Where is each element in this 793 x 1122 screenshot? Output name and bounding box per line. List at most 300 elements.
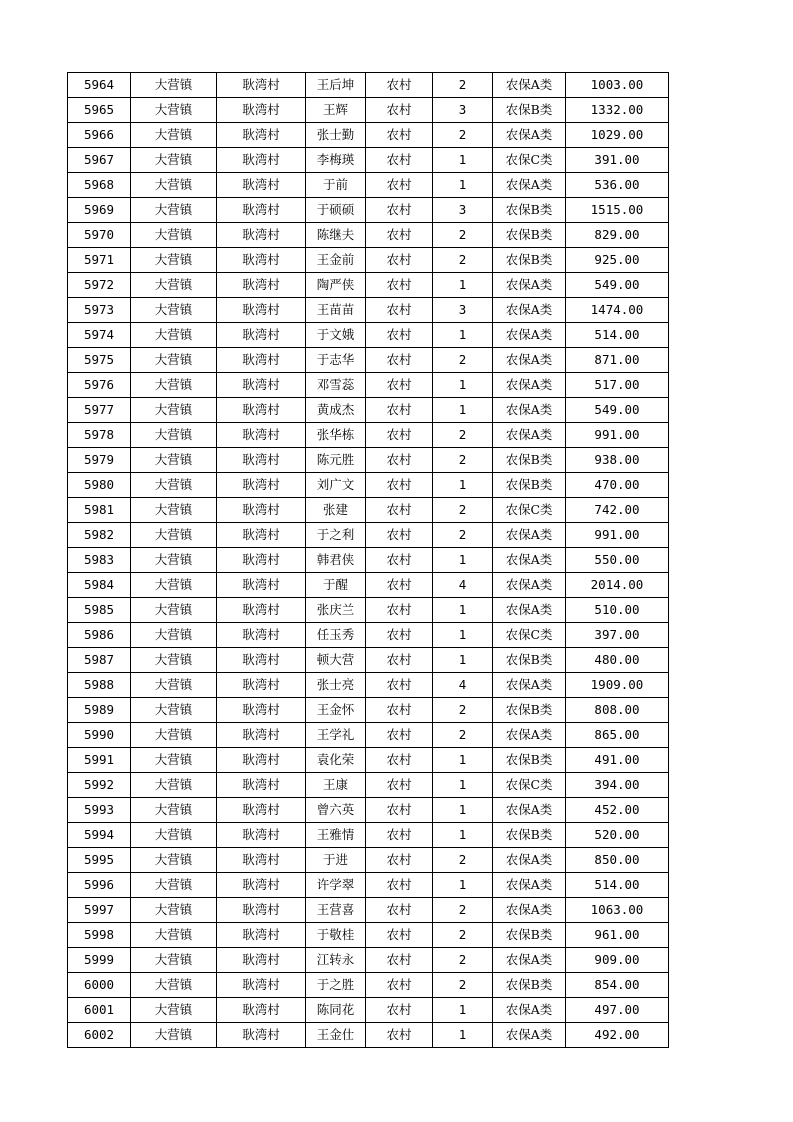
cell-amount: 514.00 [566, 873, 669, 898]
cell-name: 王苗苗 [306, 298, 366, 323]
cell-category: 农保B类 [493, 973, 566, 998]
table-row [68, 648, 669, 673]
cell-count: 1 [433, 748, 493, 773]
cell-id: 5982 [68, 523, 131, 548]
cell-count: 2 [433, 123, 493, 148]
cell-name: 韩君侠 [306, 548, 366, 573]
cell-village: 耿湾村 [217, 623, 306, 648]
cell-id: 5966 [68, 123, 131, 148]
cell-amount: 742.00 [566, 498, 669, 523]
cell-category: 农保A类 [493, 948, 566, 973]
cell-amount: 480.00 [566, 648, 669, 673]
cell-id: 5987 [68, 648, 131, 673]
cell-category: 农保C类 [493, 148, 566, 173]
cell-town: 大营镇 [131, 723, 217, 748]
cell-area: 农村 [366, 98, 433, 123]
cell-town: 大营镇 [131, 748, 217, 773]
cell-town: 大营镇 [131, 623, 217, 648]
cell-category: 农保B类 [493, 823, 566, 848]
cell-area: 农村 [366, 948, 433, 973]
cell-count: 2 [433, 698, 493, 723]
cell-area: 农村 [366, 748, 433, 773]
cell-name: 于志华 [306, 348, 366, 373]
table-row [68, 973, 669, 998]
cell-name: 于文娥 [306, 323, 366, 348]
table-row [68, 773, 669, 798]
cell-id: 5991 [68, 748, 131, 773]
cell-count: 1 [433, 823, 493, 848]
cell-town: 大营镇 [131, 573, 217, 598]
table-row [68, 398, 669, 423]
cell-area: 农村 [366, 623, 433, 648]
cell-count: 3 [433, 298, 493, 323]
cell-amount: 517.00 [566, 373, 669, 398]
cell-amount: 854.00 [566, 973, 669, 998]
cell-name: 于醒 [306, 573, 366, 598]
cell-category: 农保A类 [493, 723, 566, 748]
cell-id: 5999 [68, 948, 131, 973]
cell-id: 5990 [68, 723, 131, 748]
cell-count: 1 [433, 648, 493, 673]
cell-area: 农村 [366, 273, 433, 298]
cell-village: 耿湾村 [217, 198, 306, 223]
cell-area: 农村 [366, 248, 433, 273]
cell-count: 2 [433, 223, 493, 248]
cell-id: 5971 [68, 248, 131, 273]
cell-amount: 961.00 [566, 923, 669, 948]
cell-id: 5979 [68, 448, 131, 473]
cell-town: 大营镇 [131, 673, 217, 698]
data-table [67, 72, 669, 1048]
cell-id: 5998 [68, 923, 131, 948]
cell-town: 大营镇 [131, 523, 217, 548]
cell-area: 农村 [366, 648, 433, 673]
cell-count: 4 [433, 673, 493, 698]
cell-village: 耿湾村 [217, 898, 306, 923]
cell-amount: 1063.00 [566, 898, 669, 923]
cell-town: 大营镇 [131, 873, 217, 898]
cell-area: 农村 [366, 723, 433, 748]
cell-count: 1 [433, 1023, 493, 1048]
cell-name: 王营喜 [306, 898, 366, 923]
cell-amount: 391.00 [566, 148, 669, 173]
cell-village: 耿湾村 [217, 598, 306, 623]
cell-category: 农保A类 [493, 373, 566, 398]
table-row [68, 898, 669, 923]
cell-town: 大营镇 [131, 848, 217, 873]
cell-amount: 1003.00 [566, 73, 669, 98]
table-row [68, 498, 669, 523]
cell-id: 5981 [68, 498, 131, 523]
cell-count: 1 [433, 473, 493, 498]
cell-name: 于硕硕 [306, 198, 366, 223]
cell-id: 5975 [68, 348, 131, 373]
cell-name: 王金前 [306, 248, 366, 273]
cell-village: 耿湾村 [217, 798, 306, 823]
cell-town: 大营镇 [131, 248, 217, 273]
cell-count: 3 [433, 98, 493, 123]
cell-name: 张庆兰 [306, 598, 366, 623]
cell-id: 5980 [68, 473, 131, 498]
cell-amount: 549.00 [566, 398, 669, 423]
cell-id: 5977 [68, 398, 131, 423]
table-row [68, 748, 669, 773]
table-row [68, 148, 669, 173]
cell-amount: 829.00 [566, 223, 669, 248]
cell-amount: 536.00 [566, 173, 669, 198]
table-row [68, 848, 669, 873]
cell-name: 于之利 [306, 523, 366, 548]
cell-town: 大营镇 [131, 348, 217, 373]
cell-village: 耿湾村 [217, 248, 306, 273]
cell-name: 张华栋 [306, 423, 366, 448]
table-row [68, 473, 669, 498]
cell-area: 农村 [366, 298, 433, 323]
table-row [68, 823, 669, 848]
cell-town: 大营镇 [131, 823, 217, 848]
cell-id: 5986 [68, 623, 131, 648]
cell-count: 1 [433, 548, 493, 573]
cell-id: 6001 [68, 998, 131, 1023]
cell-count: 2 [433, 498, 493, 523]
cell-area: 农村 [366, 423, 433, 448]
cell-name: 王辉 [306, 98, 366, 123]
table-row [68, 623, 669, 648]
cell-count: 2 [433, 898, 493, 923]
cell-amount: 492.00 [566, 1023, 669, 1048]
cell-category: 农保B类 [493, 698, 566, 723]
cell-town: 大营镇 [131, 98, 217, 123]
cell-village: 耿湾村 [217, 98, 306, 123]
cell-category: 农保A类 [493, 123, 566, 148]
cell-amount: 491.00 [566, 748, 669, 773]
cell-category: 农保A类 [493, 323, 566, 348]
cell-area: 农村 [366, 848, 433, 873]
table-row [68, 998, 669, 1023]
cell-village: 耿湾村 [217, 148, 306, 173]
cell-village: 耿湾村 [217, 448, 306, 473]
cell-area: 农村 [366, 548, 433, 573]
cell-id: 5972 [68, 273, 131, 298]
cell-amount: 1029.00 [566, 123, 669, 148]
cell-name: 陶严侠 [306, 273, 366, 298]
cell-name: 王后坤 [306, 73, 366, 98]
cell-village: 耿湾村 [217, 223, 306, 248]
cell-name: 王雅情 [306, 823, 366, 848]
cell-count: 1 [433, 273, 493, 298]
cell-name: 黄成杰 [306, 398, 366, 423]
cell-village: 耿湾村 [217, 948, 306, 973]
table-row [68, 673, 669, 698]
cell-count: 1 [433, 598, 493, 623]
cell-id: 6002 [68, 1023, 131, 1048]
cell-area: 农村 [366, 148, 433, 173]
cell-amount: 397.00 [566, 623, 669, 648]
cell-count: 2 [433, 73, 493, 98]
cell-village: 耿湾村 [217, 73, 306, 98]
table-row [68, 948, 669, 973]
cell-count: 1 [433, 773, 493, 798]
cell-village: 耿湾村 [217, 873, 306, 898]
cell-count: 3 [433, 198, 493, 223]
cell-town: 大营镇 [131, 398, 217, 423]
cell-category: 农保B类 [493, 198, 566, 223]
cell-area: 农村 [366, 773, 433, 798]
cell-count: 1 [433, 623, 493, 648]
cell-town: 大营镇 [131, 123, 217, 148]
cell-town: 大营镇 [131, 73, 217, 98]
cell-name: 陈元胜 [306, 448, 366, 473]
cell-count: 1 [433, 148, 493, 173]
cell-town: 大营镇 [131, 698, 217, 723]
cell-town: 大营镇 [131, 648, 217, 673]
cell-village: 耿湾村 [217, 823, 306, 848]
cell-village: 耿湾村 [217, 173, 306, 198]
cell-category: 农保A类 [493, 673, 566, 698]
cell-id: 5993 [68, 798, 131, 823]
cell-name: 陈继夫 [306, 223, 366, 248]
cell-amount: 925.00 [566, 248, 669, 273]
cell-id: 5973 [68, 298, 131, 323]
cell-area: 农村 [366, 998, 433, 1023]
cell-name: 李梅瑛 [306, 148, 366, 173]
cell-town: 大营镇 [131, 498, 217, 523]
cell-name: 顿大营 [306, 648, 366, 673]
cell-category: 农保B类 [493, 248, 566, 273]
cell-village: 耿湾村 [217, 398, 306, 423]
table-row [68, 198, 669, 223]
cell-category: 农保B类 [493, 473, 566, 498]
cell-count: 1 [433, 873, 493, 898]
cell-town: 大营镇 [131, 473, 217, 498]
table-row [68, 448, 669, 473]
cell-category: 农保A类 [493, 998, 566, 1023]
cell-id: 5978 [68, 423, 131, 448]
cell-town: 大营镇 [131, 948, 217, 973]
cell-id: 5985 [68, 598, 131, 623]
cell-village: 耿湾村 [217, 423, 306, 448]
cell-category: 农保A类 [493, 73, 566, 98]
cell-town: 大营镇 [131, 298, 217, 323]
cell-area: 农村 [366, 898, 433, 923]
cell-id: 5983 [68, 548, 131, 573]
cell-id: 5976 [68, 373, 131, 398]
cell-town: 大营镇 [131, 998, 217, 1023]
table-row [68, 798, 669, 823]
cell-area: 农村 [366, 973, 433, 998]
table-row [68, 923, 669, 948]
cell-name: 王金怀 [306, 698, 366, 723]
cell-area: 农村 [366, 348, 433, 373]
cell-id: 5974 [68, 323, 131, 348]
cell-name: 王学礼 [306, 723, 366, 748]
cell-category: 农保A类 [493, 173, 566, 198]
table-row [68, 698, 669, 723]
cell-town: 大营镇 [131, 373, 217, 398]
cell-count: 2 [433, 848, 493, 873]
cell-name: 于之胜 [306, 973, 366, 998]
cell-id: 5969 [68, 198, 131, 223]
cell-village: 耿湾村 [217, 648, 306, 673]
cell-area: 农村 [366, 398, 433, 423]
cell-town: 大营镇 [131, 198, 217, 223]
cell-town: 大营镇 [131, 1023, 217, 1048]
cell-village: 耿湾村 [217, 273, 306, 298]
table-row [68, 98, 669, 123]
cell-town: 大营镇 [131, 448, 217, 473]
cell-id: 6000 [68, 973, 131, 998]
table-row [68, 523, 669, 548]
cell-amount: 1909.00 [566, 673, 669, 698]
cell-area: 农村 [366, 73, 433, 98]
cell-category: 农保A类 [493, 898, 566, 923]
cell-village: 耿湾村 [217, 773, 306, 798]
cell-name: 许学翠 [306, 873, 366, 898]
cell-category: 农保A类 [493, 398, 566, 423]
cell-category: 农保B类 [493, 748, 566, 773]
cell-area: 农村 [366, 698, 433, 723]
cell-category: 农保A类 [493, 298, 566, 323]
cell-town: 大营镇 [131, 773, 217, 798]
cell-town: 大营镇 [131, 973, 217, 998]
cell-name: 江转永 [306, 948, 366, 973]
cell-area: 农村 [366, 223, 433, 248]
cell-id: 5964 [68, 73, 131, 98]
cell-name: 邓雪蕊 [306, 373, 366, 398]
cell-count: 2 [433, 423, 493, 448]
cell-town: 大营镇 [131, 548, 217, 573]
cell-count: 1 [433, 323, 493, 348]
cell-id: 5989 [68, 698, 131, 723]
cell-amount: 991.00 [566, 423, 669, 448]
cell-amount: 850.00 [566, 848, 669, 873]
cell-amount: 1474.00 [566, 298, 669, 323]
cell-id: 5967 [68, 148, 131, 173]
cell-count: 1 [433, 998, 493, 1023]
table-body [68, 73, 669, 1048]
cell-village: 耿湾村 [217, 573, 306, 598]
cell-area: 农村 [366, 873, 433, 898]
cell-id: 5968 [68, 173, 131, 198]
cell-village: 耿湾村 [217, 1023, 306, 1048]
cell-count: 1 [433, 373, 493, 398]
cell-id: 5995 [68, 848, 131, 873]
table-row [68, 173, 669, 198]
cell-category: 农保B类 [493, 923, 566, 948]
table-row [68, 373, 669, 398]
cell-count: 2 [433, 723, 493, 748]
cell-category: 农保C类 [493, 623, 566, 648]
table-row [68, 223, 669, 248]
cell-village: 耿湾村 [217, 998, 306, 1023]
cell-category: 农保A类 [493, 873, 566, 898]
cell-id: 5984 [68, 573, 131, 598]
cell-town: 大营镇 [131, 173, 217, 198]
cell-village: 耿湾村 [217, 298, 306, 323]
cell-count: 2 [433, 248, 493, 273]
cell-area: 农村 [366, 798, 433, 823]
cell-count: 2 [433, 448, 493, 473]
cell-name: 任玉秀 [306, 623, 366, 648]
cell-town: 大营镇 [131, 148, 217, 173]
cell-count: 4 [433, 573, 493, 598]
cell-area: 农村 [366, 923, 433, 948]
cell-amount: 497.00 [566, 998, 669, 1023]
cell-town: 大营镇 [131, 898, 217, 923]
table-row [68, 273, 669, 298]
cell-id: 5997 [68, 898, 131, 923]
cell-area: 农村 [366, 198, 433, 223]
cell-category: 农保A类 [493, 423, 566, 448]
cell-count: 2 [433, 348, 493, 373]
cell-amount: 1515.00 [566, 198, 669, 223]
cell-category: 农保B类 [493, 223, 566, 248]
cell-id: 5988 [68, 673, 131, 698]
cell-amount: 470.00 [566, 473, 669, 498]
cell-name: 张士勤 [306, 123, 366, 148]
cell-category: 农保C类 [493, 498, 566, 523]
table-row [68, 248, 669, 273]
cell-area: 农村 [366, 448, 433, 473]
cell-amount: 452.00 [566, 798, 669, 823]
cell-count: 1 [433, 173, 493, 198]
cell-category: 农保A类 [493, 348, 566, 373]
table-row [68, 123, 669, 148]
table-row [68, 723, 669, 748]
cell-village: 耿湾村 [217, 373, 306, 398]
cell-name: 于前 [306, 173, 366, 198]
cell-amount: 520.00 [566, 823, 669, 848]
cell-name: 张士亮 [306, 673, 366, 698]
cell-category: 农保A类 [493, 523, 566, 548]
cell-area: 农村 [366, 373, 433, 398]
cell-name: 王金仕 [306, 1023, 366, 1048]
cell-area: 农村 [366, 598, 433, 623]
cell-category: 农保B类 [493, 448, 566, 473]
cell-amount: 2014.00 [566, 573, 669, 598]
table-row [68, 873, 669, 898]
cell-town: 大营镇 [131, 323, 217, 348]
cell-id: 5994 [68, 823, 131, 848]
cell-name: 袁化荣 [306, 748, 366, 773]
cell-area: 农村 [366, 573, 433, 598]
cell-area: 农村 [366, 1023, 433, 1048]
cell-category: 农保A类 [493, 598, 566, 623]
cell-area: 农村 [366, 173, 433, 198]
cell-category: 农保C类 [493, 773, 566, 798]
table-row [68, 348, 669, 373]
cell-town: 大营镇 [131, 223, 217, 248]
cell-town: 大营镇 [131, 273, 217, 298]
cell-village: 耿湾村 [217, 498, 306, 523]
table-row [68, 323, 669, 348]
cell-amount: 991.00 [566, 523, 669, 548]
cell-town: 大营镇 [131, 423, 217, 448]
cell-town: 大营镇 [131, 923, 217, 948]
cell-category: 农保A类 [493, 273, 566, 298]
cell-count: 1 [433, 398, 493, 423]
cell-area: 农村 [366, 123, 433, 148]
cell-amount: 909.00 [566, 948, 669, 973]
cell-village: 耿湾村 [217, 473, 306, 498]
cell-count: 2 [433, 923, 493, 948]
cell-amount: 394.00 [566, 773, 669, 798]
table-row [68, 573, 669, 598]
cell-name: 王康 [306, 773, 366, 798]
cell-id: 5996 [68, 873, 131, 898]
table-row [68, 423, 669, 448]
cell-name: 曾六英 [306, 798, 366, 823]
